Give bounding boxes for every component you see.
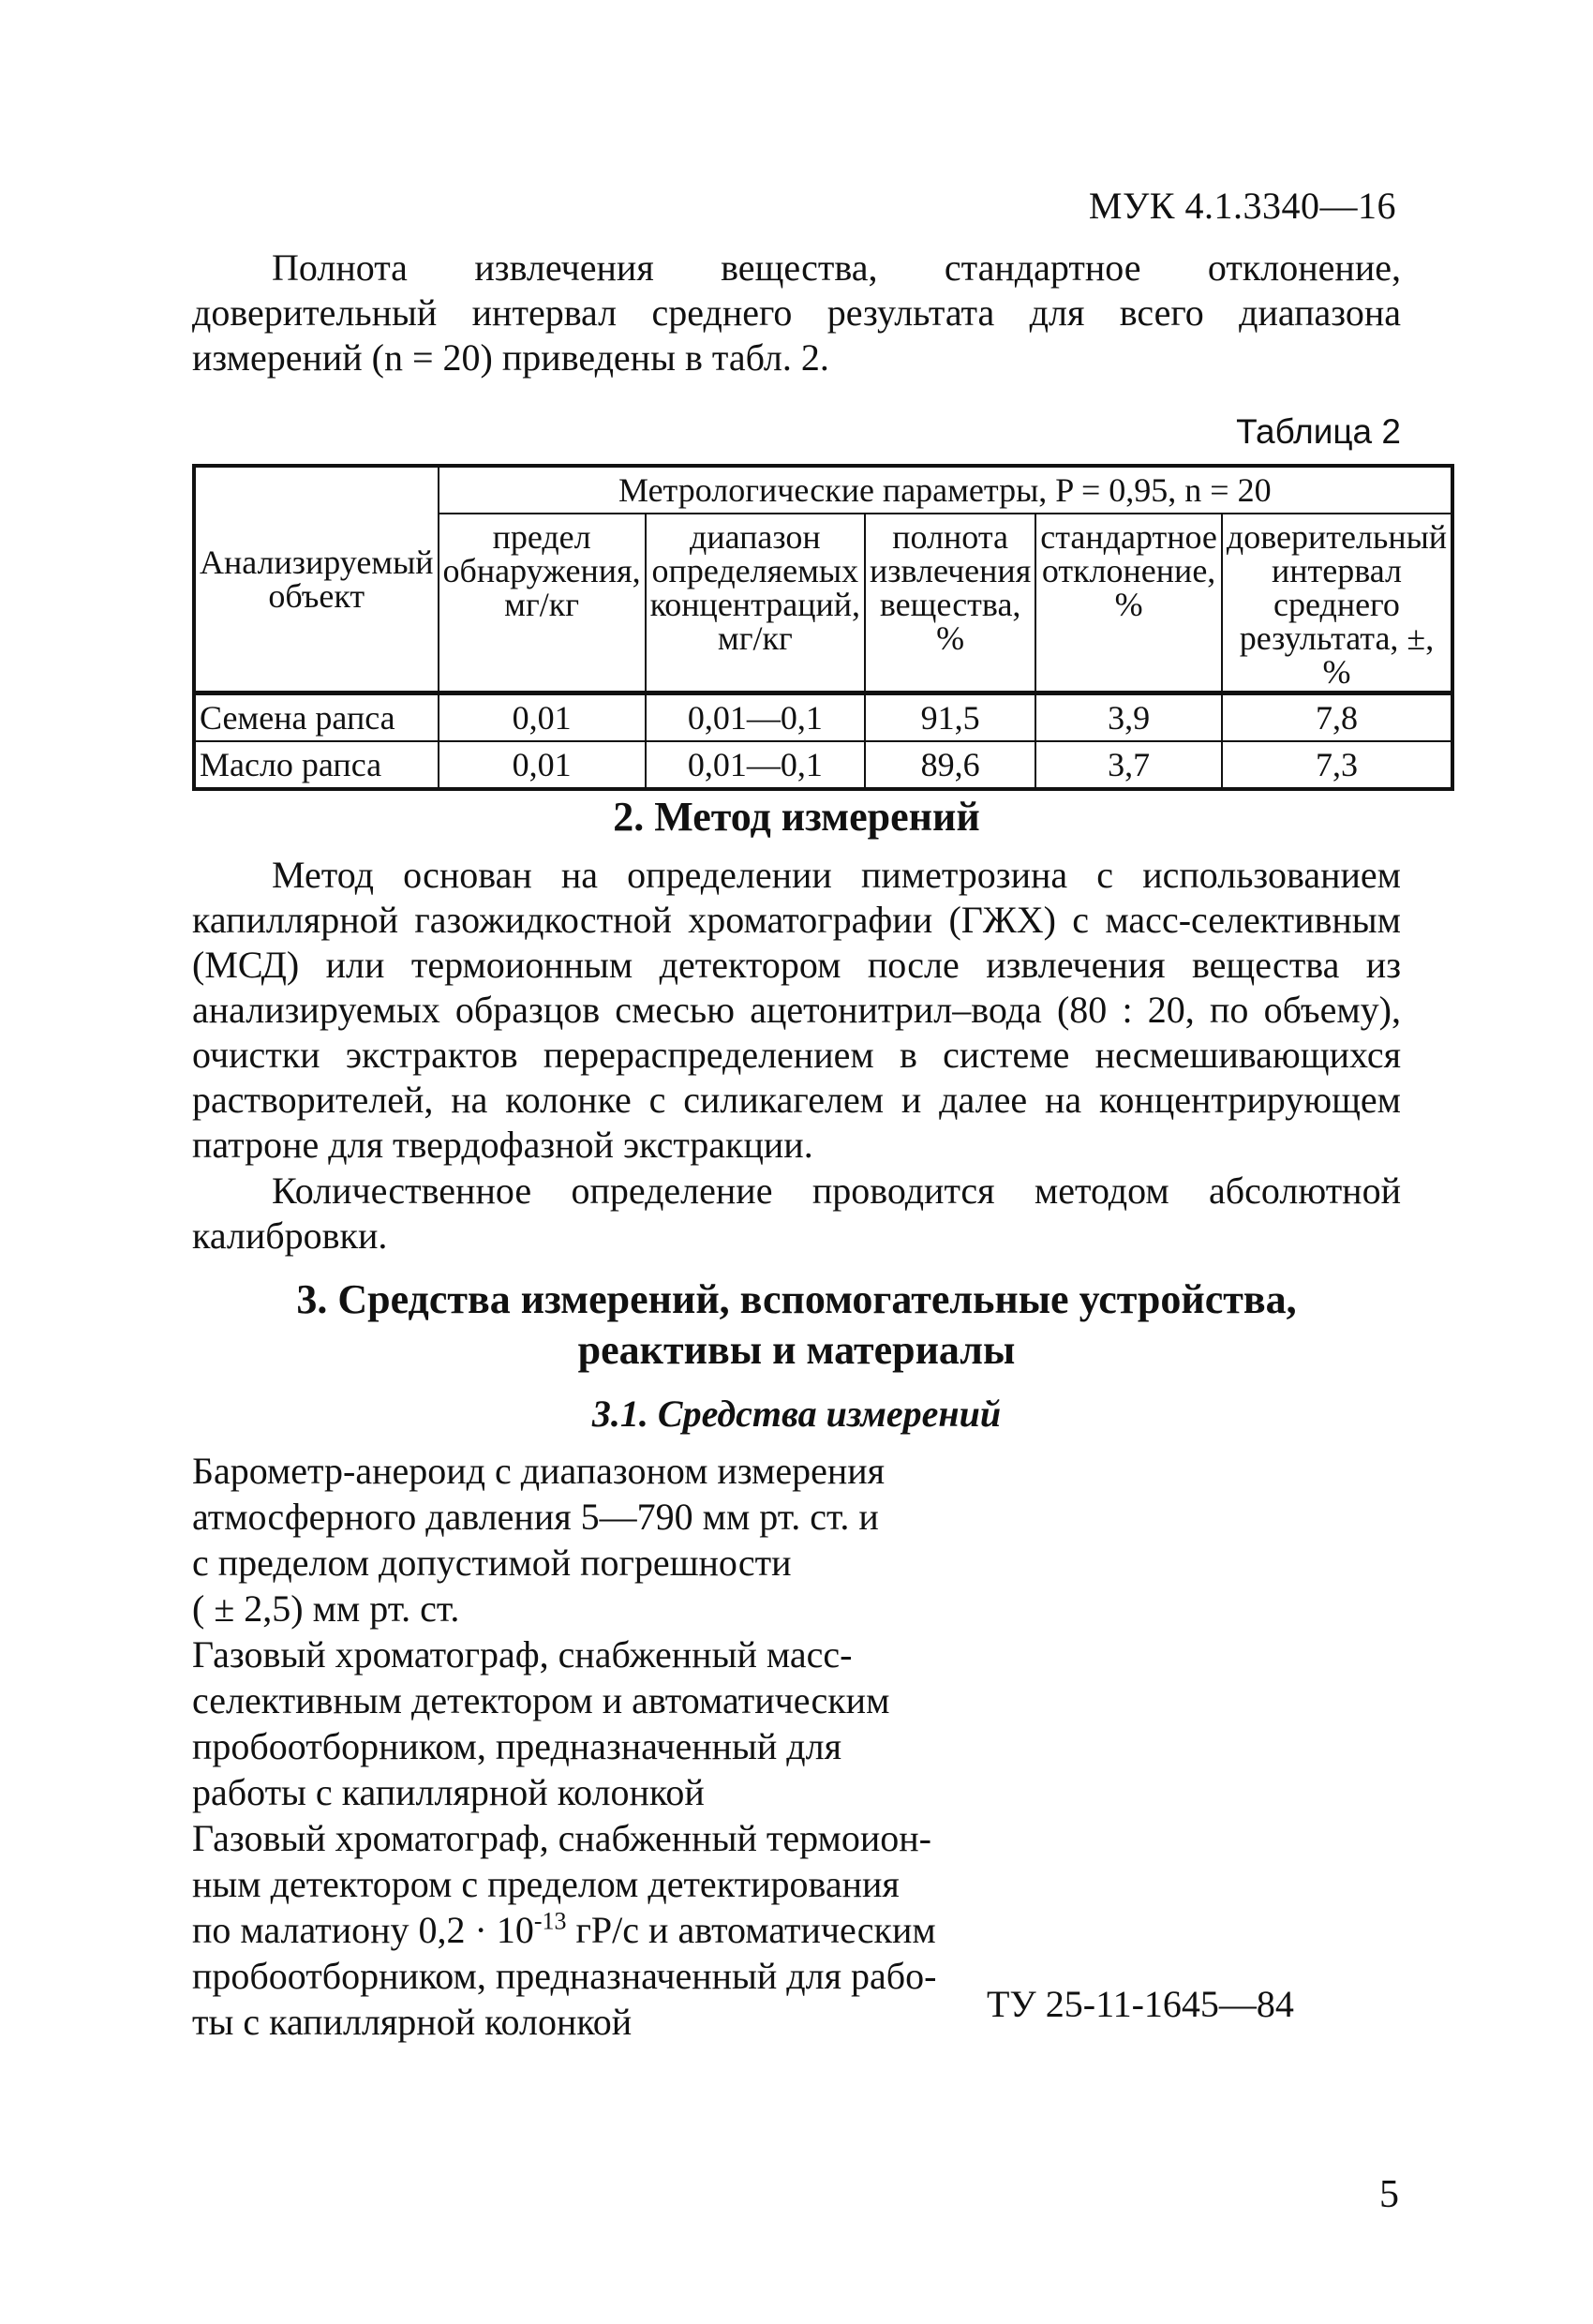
header-metrological-parameters: Метрологические параметры, P = 0,95, n = 20 <box>439 466 1453 514</box>
header-detection-limit: предел обнаружения, мг/кг <box>439 514 646 693</box>
cell-concentration-range: 0,01—0,1 <box>646 741 865 789</box>
table-row <box>194 693 1452 742</box>
text-line: с пределом допустимой погрешности <box>192 1542 792 1584</box>
table-title: Таблица 2 <box>1236 412 1401 451</box>
table-row <box>194 741 1452 789</box>
cell-detection-limit: 0,01 <box>439 693 646 742</box>
cell-confidence-interval: 7,8 <box>1222 693 1452 742</box>
cell-detection-limit: 0,01 <box>439 741 646 789</box>
cell-standard-deviation: 3,9 <box>1035 693 1222 742</box>
row-object: Масло рапса <box>194 741 439 789</box>
header-standard-deviation: стандартное отклонение, % <box>1035 514 1222 693</box>
text-fragment: по малатиону 0,2 · 10 <box>192 1909 534 1951</box>
exponent: -13 <box>533 1907 567 1935</box>
instrument-list <box>192 1448 970 2045</box>
page-number: 5 <box>1379 2173 1399 2216</box>
text-line: Барометр-анероид с диапазоном измерения <box>192 1450 886 1492</box>
text-line: ты с капиллярной колонкой <box>192 2001 633 2043</box>
text-line: ( ± 2,5) мм рт. ст. <box>192 1587 460 1630</box>
cell-recovery: 89,6 <box>865 741 1035 789</box>
section-3-heading-line-1: 3. Средства измерений, вспомогательные устройства, <box>296 1276 1297 1322</box>
header-analyzed-object: Анализируемый объект <box>194 466 439 693</box>
cell-recovery: 91,5 <box>865 693 1035 742</box>
header-concentration-range: диапазон определяемых концентраций, мг/кг <box>646 514 865 693</box>
subsection-3-1-heading: 3.1. Средства измерений <box>591 1393 1002 1435</box>
section-3-heading <box>192 1274 1401 1376</box>
cell-concentration-range: 0,01—0,1 <box>646 693 865 742</box>
section-2-paragraph: Метод основан на определении пиметрозина с использованием капиллярной газожидкостной хроматографии (ГЖХ) с масс-селективным (МСД) или термоионным детектором после извлечения вещества из анализируемых образцов смесью ацетонитрил–вода (80 : 20, по объему), очистки экстрактов перераспределением в системе несмешивающихся растворителей, на колонке с силикагелем и далее на концентрирующем патроне для твердофазной экстракции. <box>192 854 1401 1166</box>
section-3-heading-line-2: реактивы и материалы <box>577 1327 1016 1373</box>
instrument-gc-msd <box>192 1631 970 1815</box>
text-line-with-exponent <box>192 1907 970 1953</box>
text-line: Газовый хроматограф, снабженный термоион- <box>192 1817 931 1859</box>
header-confidence-interval: доверительный интервал среднего результата, ±, % <box>1222 514 1452 693</box>
text-line: ным детектором с пределом детектирования <box>192 1863 900 1905</box>
instrument-barometer <box>192 1448 970 1631</box>
cell-standard-deviation: 3,7 <box>1035 741 1222 789</box>
text-line: атмосферного давления 5—790 мм рт. ст. и <box>192 1496 879 1538</box>
section-2-paragraph-quantitative: Количественное определение проводится методом абсолютной калибровки. <box>192 1169 1401 1257</box>
header-recovery: полнота извлечения вещества, % <box>865 514 1035 693</box>
section-2-heading: 2. Метод измерений <box>613 794 980 840</box>
text-line: пробоотборником, предназначенный для рабо- <box>192 1955 937 1997</box>
text-fragment: гР/с и автоматическим <box>566 1909 936 1951</box>
instrument-gc-thermionic <box>192 1815 970 2045</box>
metrology-table <box>192 464 1454 791</box>
cell-confidence-interval: 7,3 <box>1222 741 1452 789</box>
row-object: Семена рапса <box>194 693 439 742</box>
text-line: селективным детектором и автоматическим <box>192 1679 890 1721</box>
document-code: МУК 4.1.3340—16 <box>1088 185 1396 227</box>
text-line: пробоотборником, предназначенный для <box>192 1725 842 1767</box>
text-line: Газовый хроматограф, снабженный масс- <box>192 1633 853 1676</box>
text-line: работы с капиллярной колонкой <box>192 1771 705 1813</box>
intro-paragraph: Полнота извлечения вещества, стандартное отклонение, доверительный интервал среднего результата для всего диапазона измерений (n = 20) приведены в табл. 2. <box>192 246 1401 379</box>
tu-reference: ТУ 25-11-1645—84 <box>987 1983 1294 2025</box>
